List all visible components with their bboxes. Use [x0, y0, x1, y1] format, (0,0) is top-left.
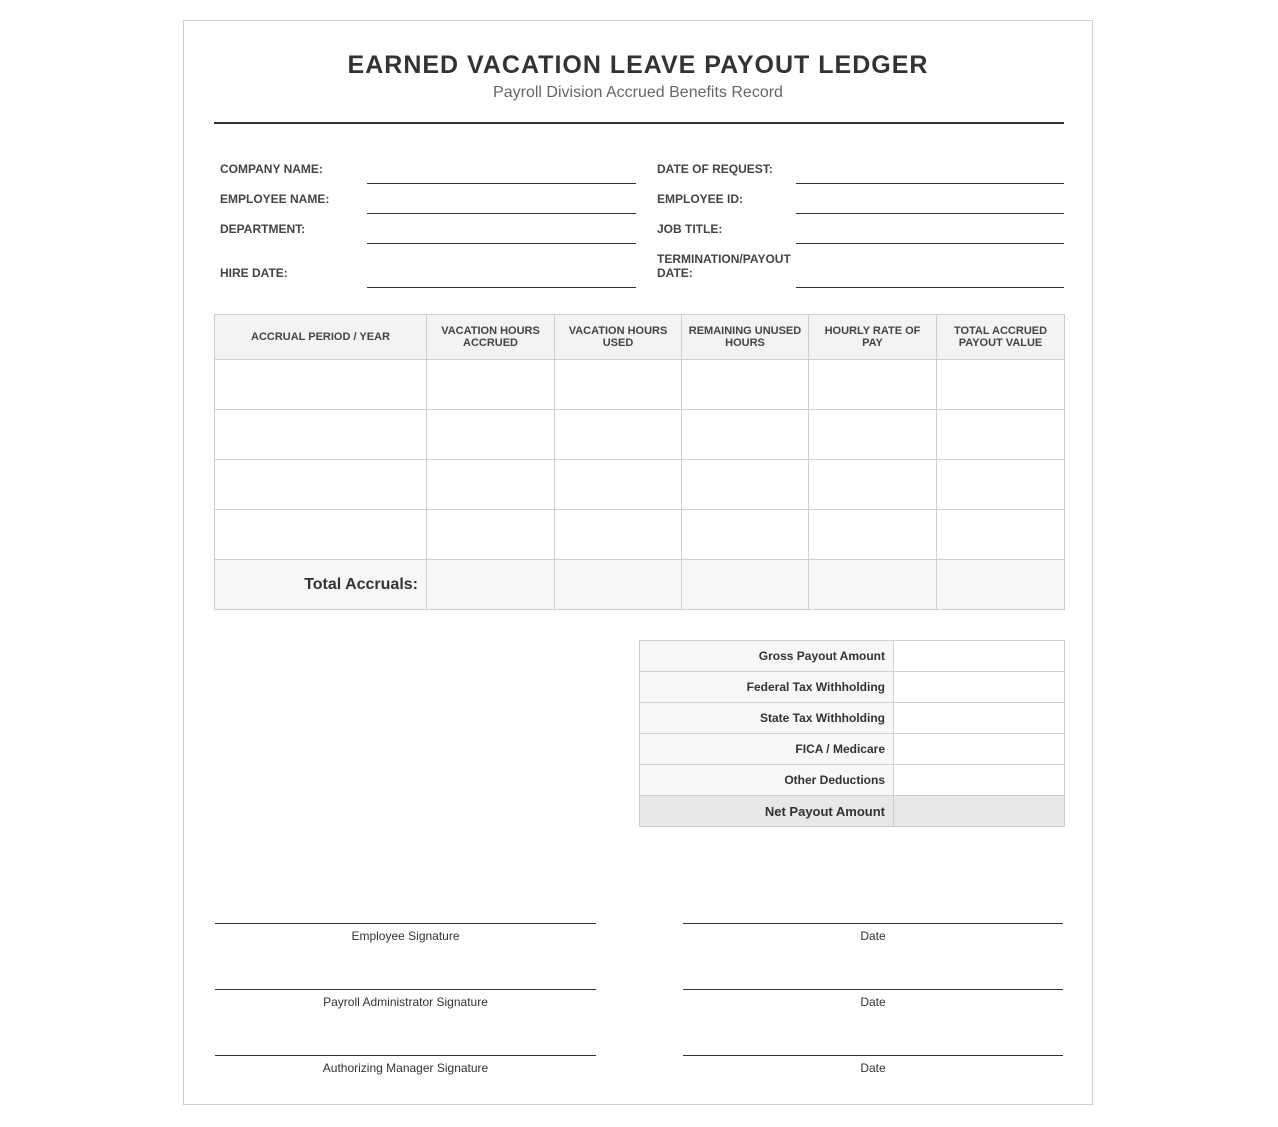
page-title: EARNED VACATION LEAVE PAYOUT LEDGER — [347, 51, 929, 79]
payroll-admin-signature-label: Payroll Administrator Signature — [323, 995, 488, 1009]
table-cell[interactable] — [555, 360, 682, 410]
summary-label: Other Deductions — [640, 765, 894, 796]
table-cell[interactable] — [937, 460, 1065, 510]
gross-payout-value[interactable] — [894, 641, 1065, 672]
table-cell[interactable] — [809, 410, 937, 460]
column-header: HOURLY RATE OF PAY — [809, 315, 937, 360]
net-payout-value[interactable] — [894, 796, 1065, 827]
table-cell[interactable] — [427, 360, 555, 410]
manager-signature-line[interactable] — [215, 1055, 596, 1056]
employee-name-label: EMPLOYEE NAME: — [220, 192, 330, 206]
hire-date-label: HIRE DATE: — [220, 266, 288, 280]
table-cell[interactable] — [555, 410, 682, 460]
column-header: VACATION HOURS USED — [555, 315, 682, 360]
summary-row — [640, 765, 1065, 796]
job-title-field[interactable] — [796, 243, 1064, 244]
summary-row — [640, 734, 1065, 765]
summary-row — [640, 703, 1065, 734]
employee-name-field[interactable] — [367, 213, 636, 214]
table-cell[interactable] — [215, 510, 427, 560]
payroll-admin-signature-line[interactable] — [215, 989, 596, 990]
table-cell[interactable] — [215, 410, 427, 460]
summary-label: State Tax Withholding — [640, 703, 894, 734]
manager-signature-label: Authorizing Manager Signature — [322, 1061, 489, 1075]
column-header: REMAINING UNUSED HOURS — [682, 315, 809, 360]
job-title-label: JOB TITLE: — [657, 222, 723, 236]
total-cell[interactable] — [555, 560, 682, 610]
table-cell[interactable] — [427, 410, 555, 460]
table-row — [215, 360, 1065, 410]
payout-summary-table — [639, 640, 1065, 827]
table-cell[interactable] — [682, 510, 809, 560]
net-payout-row — [640, 796, 1065, 827]
total-accruals-row — [215, 560, 1065, 610]
date-of-request-label: DATE OF REQUEST: — [657, 162, 773, 176]
table-cell[interactable] — [555, 510, 682, 560]
department-label: DEPARTMENT: — [220, 222, 306, 236]
table-cell[interactable] — [555, 460, 682, 510]
page-subtitle: Payroll Division Accrued Benefits Record — [493, 84, 783, 101]
manager-date-label: Date — [860, 1061, 886, 1075]
employee-date-line[interactable] — [683, 923, 1063, 924]
column-header: VACATION HOURS ACCRUED — [427, 315, 555, 360]
company-name-label: COMPANY NAME: — [220, 162, 323, 176]
summary-label: Federal Tax Withholding — [640, 672, 894, 703]
ledger-form — [183, 20, 1093, 1105]
payroll-admin-date-line[interactable] — [683, 989, 1063, 990]
total-cell[interactable] — [937, 560, 1065, 610]
employee-date-label: Date — [860, 929, 886, 943]
date-of-request-field[interactable] — [796, 183, 1064, 184]
total-accruals-label: Total Accruals: — [215, 560, 427, 610]
department-field[interactable] — [367, 243, 636, 244]
summary-label: Gross Payout Amount — [640, 641, 894, 672]
table-cell[interactable] — [215, 460, 427, 510]
table-cell[interactable] — [427, 460, 555, 510]
total-cell[interactable] — [809, 560, 937, 610]
column-header: TOTAL ACCRUED PAYOUT VALUE — [937, 315, 1065, 360]
table-row — [215, 410, 1065, 460]
manager-date-line[interactable] — [683, 1055, 1063, 1056]
fica-medicare-value[interactable] — [894, 734, 1065, 765]
table-cell[interactable] — [682, 410, 809, 460]
total-cell[interactable] — [427, 560, 555, 610]
table-cell[interactable] — [215, 360, 427, 410]
ledger-header-row — [215, 315, 1065, 360]
summary-row — [640, 672, 1065, 703]
table-row — [215, 460, 1065, 510]
employee-id-field[interactable] — [796, 213, 1064, 214]
federal-tax-value[interactable] — [894, 672, 1065, 703]
table-cell[interactable] — [937, 360, 1065, 410]
net-payout-label: Net Payout Amount — [640, 796, 894, 827]
termination-date-field[interactable] — [796, 287, 1064, 288]
payroll-admin-date-label: Date — [860, 995, 886, 1009]
table-cell[interactable] — [937, 510, 1065, 560]
table-cell[interactable] — [809, 510, 937, 560]
table-cell[interactable] — [809, 460, 937, 510]
table-row — [215, 510, 1065, 560]
summary-row — [640, 641, 1065, 672]
company-name-field[interactable] — [367, 183, 636, 184]
column-header: ACCRUAL PERIOD / YEAR — [215, 315, 427, 360]
table-cell[interactable] — [682, 460, 809, 510]
total-cell[interactable] — [682, 560, 809, 610]
table-cell[interactable] — [427, 510, 555, 560]
other-deductions-value[interactable] — [894, 765, 1065, 796]
employee-signature-label: Employee Signature — [351, 929, 460, 943]
table-cell[interactable] — [682, 360, 809, 410]
table-cell[interactable] — [937, 410, 1065, 460]
employee-signature-line[interactable] — [215, 923, 596, 924]
hire-date-field[interactable] — [367, 287, 636, 288]
employee-id-label: EMPLOYEE ID: — [657, 192, 744, 206]
accrual-ledger-table — [214, 314, 1065, 610]
termination-date-label: TERMINATION/PAYOUT DATE: — [657, 252, 791, 280]
table-cell[interactable] — [809, 360, 937, 410]
state-tax-value[interactable] — [894, 703, 1065, 734]
summary-label: FICA / Medicare — [640, 734, 894, 765]
title-divider — [214, 122, 1064, 124]
